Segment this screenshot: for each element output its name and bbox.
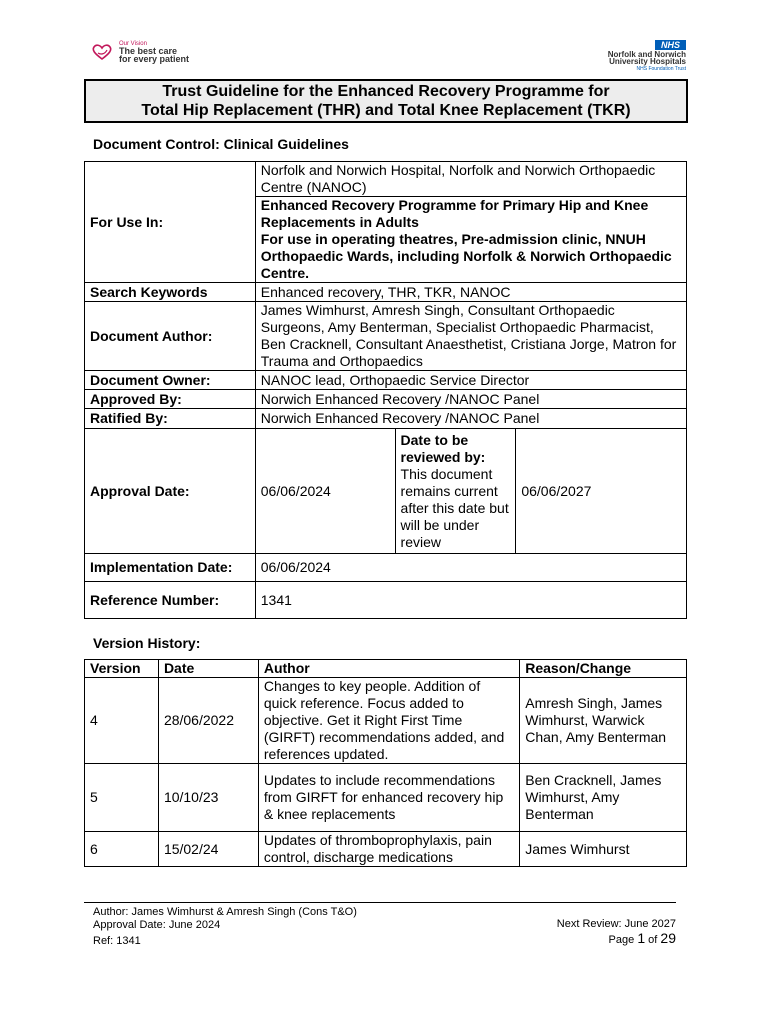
col-header-reason: Reason/Change bbox=[520, 660, 687, 678]
table-row bbox=[85, 302, 687, 371]
trust-name-line1: Norfolk and Norwich bbox=[607, 50, 686, 59]
footer-next-review: Next Review: June 2027 bbox=[556, 918, 676, 930]
change-cell: Updates to include recommendations from GIRFT for enhanced recovery hip & knee replacements bbox=[258, 764, 519, 832]
author-cell: James Wimhurst bbox=[520, 832, 687, 867]
nhs-badge: NHS bbox=[655, 40, 686, 50]
title-line2: Total Hip Replacement (THR) and Total Knee Replacement (TKR) bbox=[141, 102, 631, 119]
trust-name-line2: University Hospitals bbox=[609, 57, 686, 66]
table-row bbox=[85, 283, 687, 302]
version-cell: 5 bbox=[85, 764, 159, 832]
table-row bbox=[85, 678, 687, 764]
document-title bbox=[84, 79, 688, 123]
col-header-date: Date bbox=[158, 660, 258, 678]
date-cell: 15/02/24 bbox=[158, 832, 258, 867]
table-row bbox=[85, 582, 687, 619]
ratified-value: Norwich Enhanced Recovery /NANOC Panel bbox=[255, 409, 686, 429]
for-use-in-scope bbox=[255, 197, 686, 283]
for-use-in-scope-2: For use in operating theatres, Pre-admission clinic, NNUH Orthopaedic Wards, including Norfolk & Norwich Orthopaedic Centre. bbox=[260, 231, 672, 281]
table-row bbox=[85, 371, 687, 390]
review-date-value: 06/06/2027 bbox=[516, 429, 687, 554]
reference-value: 1341 bbox=[255, 582, 686, 619]
table-row bbox=[85, 832, 687, 867]
change-cell: Changes to key people. Addition of quick reference. Focus added to objective. Get it Right First Time (GIRFT) recommendations added, and references updated. bbox=[258, 678, 519, 764]
keywords-value: Enhanced recovery, THR, TKR, NANOC bbox=[255, 283, 686, 302]
footer-divider bbox=[84, 902, 676, 903]
nhs-trust-logo bbox=[526, 40, 686, 72]
table-row bbox=[85, 162, 687, 197]
date-cell: 10/10/23 bbox=[158, 764, 258, 832]
footer-page-number bbox=[609, 932, 676, 947]
owner-label: Document Owner: bbox=[85, 371, 256, 390]
footer-approval-date: Approval Date: June 2024 bbox=[93, 919, 221, 931]
table-row bbox=[85, 554, 687, 582]
review-date-label bbox=[395, 429, 516, 554]
version-history-heading: Version History: bbox=[93, 635, 201, 651]
logo-line1: The best care bbox=[119, 46, 178, 56]
approval-date-value: 06/06/2024 bbox=[255, 429, 395, 554]
date-cell: 28/06/2022 bbox=[158, 678, 258, 764]
keywords-label: Search Keywords bbox=[85, 283, 256, 302]
page-label: Page bbox=[608, 934, 635, 946]
title-line1: Trust Guideline for the Enhanced Recovery Programme for bbox=[162, 83, 610, 100]
for-use-in-sites: Norfolk and Norwich Hospital, Norfolk and Norwich Orthopaedic Centre (NANOC) bbox=[255, 162, 686, 197]
trust-vision-logo bbox=[92, 40, 262, 64]
footer-author: Author: James Wimhurst & Amresh Singh (Cons T&O) bbox=[93, 906, 357, 918]
implementation-label: Implementation Date: bbox=[85, 554, 256, 582]
review-date-note: This document remains current after this date but will be under review bbox=[400, 465, 509, 550]
table-row bbox=[85, 429, 687, 554]
trust-name-line3: NHS Foundation Trust bbox=[636, 66, 686, 72]
table-row bbox=[85, 764, 687, 832]
page-of: of bbox=[648, 934, 658, 946]
owner-value: NANOC lead, Orthopaedic Service Director bbox=[255, 371, 686, 390]
author-cell: Amresh Singh, James Wimhurst, Warwick Chan, Amy Benterman bbox=[520, 678, 687, 764]
page-current: 1 bbox=[637, 930, 646, 946]
document-control-table bbox=[84, 161, 687, 619]
version-history-table bbox=[84, 659, 687, 867]
table-row bbox=[85, 390, 687, 409]
col-header-version: Version bbox=[85, 660, 159, 678]
logo-vision-label: Our Vision bbox=[119, 41, 147, 47]
review-date-label-bold: Date to be reviewed by: bbox=[400, 431, 486, 465]
approved-value: Norwich Enhanced Recovery /NANOC Panel bbox=[255, 390, 686, 409]
ratified-label: Ratified By: bbox=[85, 409, 256, 429]
heart-icon bbox=[92, 44, 112, 60]
author-value: James Wimhurst, Amresh Singh, Consultant Orthopaedic Surgeons, Amy Benterman, Specialist Orthopaedic Pharmacist, Ben Cracknell, Consultant Anaesthetist, Cristiana Jorge, Matron for Trauma and Orthopaedics bbox=[255, 302, 686, 371]
version-cell: 6 bbox=[85, 832, 159, 867]
page-total: 29 bbox=[660, 930, 676, 946]
for-use-in-label: For Use In: bbox=[85, 162, 256, 283]
table-header-row bbox=[85, 660, 687, 678]
change-cell: Updates of thromboprophylaxis, pain control, discharge medications bbox=[258, 832, 519, 867]
author-label: Document Author: bbox=[85, 302, 256, 371]
approved-label: Approved By: bbox=[85, 390, 256, 409]
col-header-author: Author bbox=[258, 660, 519, 678]
table-row bbox=[85, 409, 687, 429]
author-cell: Ben Cracknell, James Wimhurst, Amy Benterman bbox=[520, 764, 687, 832]
logo-line2: for every patient bbox=[119, 54, 190, 64]
version-cell: 4 bbox=[85, 678, 159, 764]
footer-ref: Ref: 1341 bbox=[93, 935, 141, 947]
document-control-heading: Document Control: Clinical Guidelines bbox=[93, 136, 349, 152]
for-use-in-scope-1: Enhanced Recovery Programme for Primary Hip and Knee Replacements in Adults bbox=[260, 197, 649, 230]
implementation-value: 06/06/2024 bbox=[255, 554, 686, 582]
reference-label: Reference Number: bbox=[85, 582, 256, 619]
approval-date-label: Approval Date: bbox=[85, 429, 256, 554]
